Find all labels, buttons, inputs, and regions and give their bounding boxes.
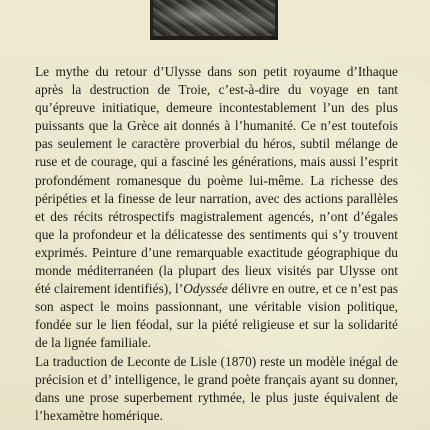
book-title-italic: Odyssée	[183, 281, 228, 297]
blurb-paragraph-2: La traduction de Leconte de Lisle (1870) reste un modèle inégal de précision et d’ intelligence, le grand poète français ayant su donner, dans une prose superbement rythmée, le plus juste équivalent de l’hexamètre homérique.	[35, 353, 398, 423]
blurb-text	[35, 63, 398, 425]
author-portrait-photo	[150, 0, 278, 40]
blurb-paragraph-1: Le mythe du retour d’Ulysse dans son petit royaume d’Ithaque après la destruction de Troie, c’est-à-dire du voyage en tant qu’épreuve initiatique, demeure incontestablement l’un des plus puissants que la Grèce ait donnés à l’humanité. Ce n’est toutefois pas seulement le caractère proverbial du héros, subtil mélange de ruse et de courage, qui a fasciné les générations, mais aussi l’esprit profondément romanesque du poème lui-même. La richesse des péripéties et la finesse de leur narration, avec des actions parallèles et des récits rétrospectifs magistralement agencés, n’ont d’égales que la profondeur et la délicatesse des sentiments qui s’y trouvent exprimés. Peinture d’une remarquable exactitude géographique du monde méditerranéen (la plupart des lieux visités par Ulysse ont été clairement identifiés), l’Odyssée délivre en outre, et ce n’est pas son aspect le moins passionnant, une véritable vision politique, fondée sur le lien féodal, sur la piété religieuse et sur la solidarité de la lignée familiale.	[35, 64, 398, 351]
